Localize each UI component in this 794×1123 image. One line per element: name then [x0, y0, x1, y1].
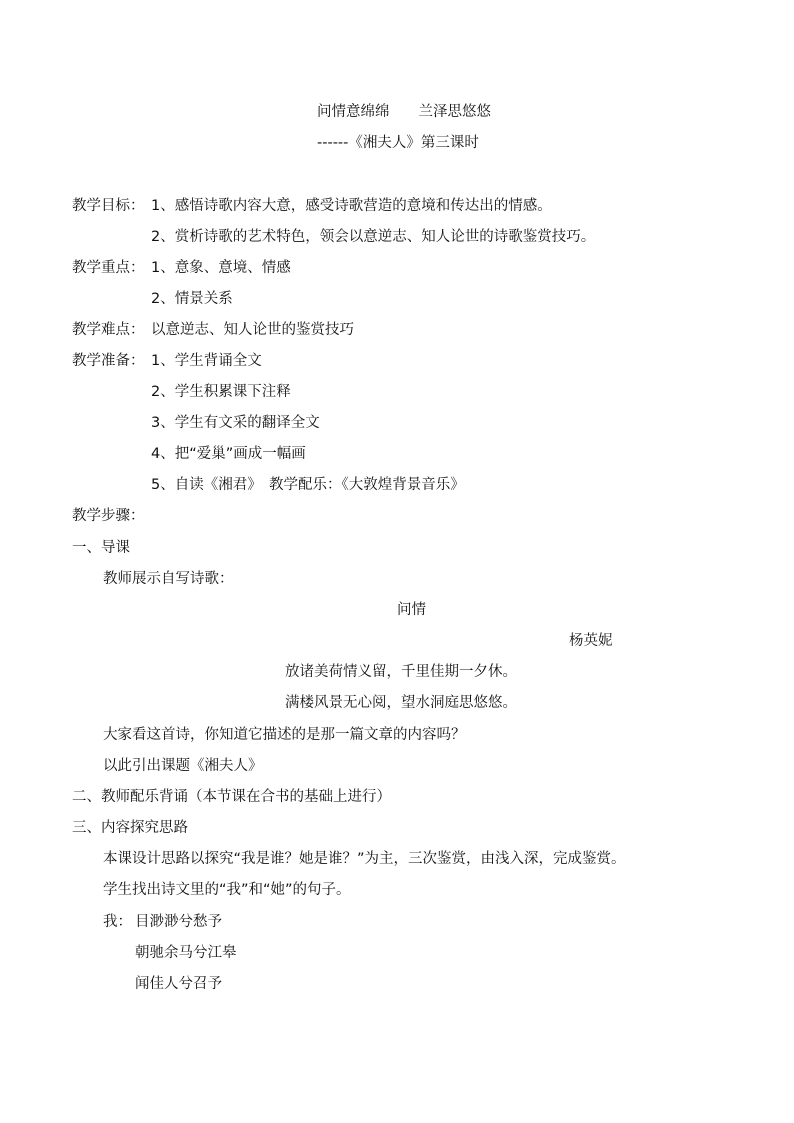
- preparation-item: 2、学生积累课下注释: [151, 384, 291, 400]
- section-heading: 一、导课: [72, 540, 130, 556]
- document-title: 问情意绵绵 兰泽思悠悠: [317, 104, 491, 120]
- objective-item: 2、赏析诗歌的艺术特色，领会以意逆志、知人论世的诗歌鉴赏技巧。: [151, 229, 596, 245]
- poem-line: 放诸美荷情义留，千里佳期一夕休。: [285, 664, 517, 680]
- preparation-item: 4、把“爱巢”画成一幅画: [151, 446, 306, 462]
- objective-item: 1、感悟诗歌内容大意，感受诗歌营造的意境和传达出的情感。: [151, 198, 552, 214]
- preparation-label: 教学准备：: [72, 353, 145, 369]
- poem-line: 满楼风景无心阅，望水洞庭思悠悠。: [285, 695, 517, 711]
- me-line: 朝驰余马兮江皋: [135, 945, 237, 961]
- preparation-item: 3、学生有文采的翻译全文: [151, 415, 320, 431]
- key-point-item: 1、意象、意境、情感: [151, 260, 291, 276]
- poem-author: 杨英妮: [569, 633, 613, 649]
- key-points-label: 教学重点：: [72, 260, 145, 276]
- difficulty-label: 教学难点：: [72, 322, 145, 338]
- me-line: 闻佳人兮召予: [135, 976, 222, 992]
- document-subtitle: ------《湘夫人》第三课时: [317, 135, 479, 151]
- difficulty-text: 以意逆志、知人论世的鉴赏技巧: [151, 322, 354, 338]
- me-label: 我：: [103, 914, 132, 930]
- poem-title: 问情: [397, 602, 426, 618]
- steps-label: 教学步骤：: [72, 508, 145, 524]
- key-point-item: 2、情景关系: [151, 291, 233, 307]
- preparation-item: 5、自读《湘君》 教学配乐：《大敦煌背景音乐》: [151, 477, 465, 493]
- preparation-item: 1、学生背诵全文: [151, 353, 262, 369]
- section-heading: 三、内容探究思路: [72, 820, 188, 836]
- section1-intro: 教师展示自写诗歌：: [103, 571, 234, 587]
- objectives-label: 教学目标：: [72, 198, 145, 214]
- section3-paragraph: 本课设计思路以探究“我是谁？她是谁？”为主，三次鉴赏，由浅入深，完成鉴赏。: [103, 851, 626, 867]
- section3-paragraph: 学生找出诗文里的“我”和“她”的句子。: [103, 882, 351, 898]
- section1-question: 大家看这首诗，你知道它描述的是那一篇文章的内容吗？: [103, 727, 466, 743]
- section-heading: 二、教师配乐背诵（本节课在合书的基础上进行）: [72, 789, 391, 805]
- section1-lead: 以此引出课题《湘夫人》: [103, 758, 263, 774]
- me-line: 目渺渺兮愁予: [135, 914, 222, 930]
